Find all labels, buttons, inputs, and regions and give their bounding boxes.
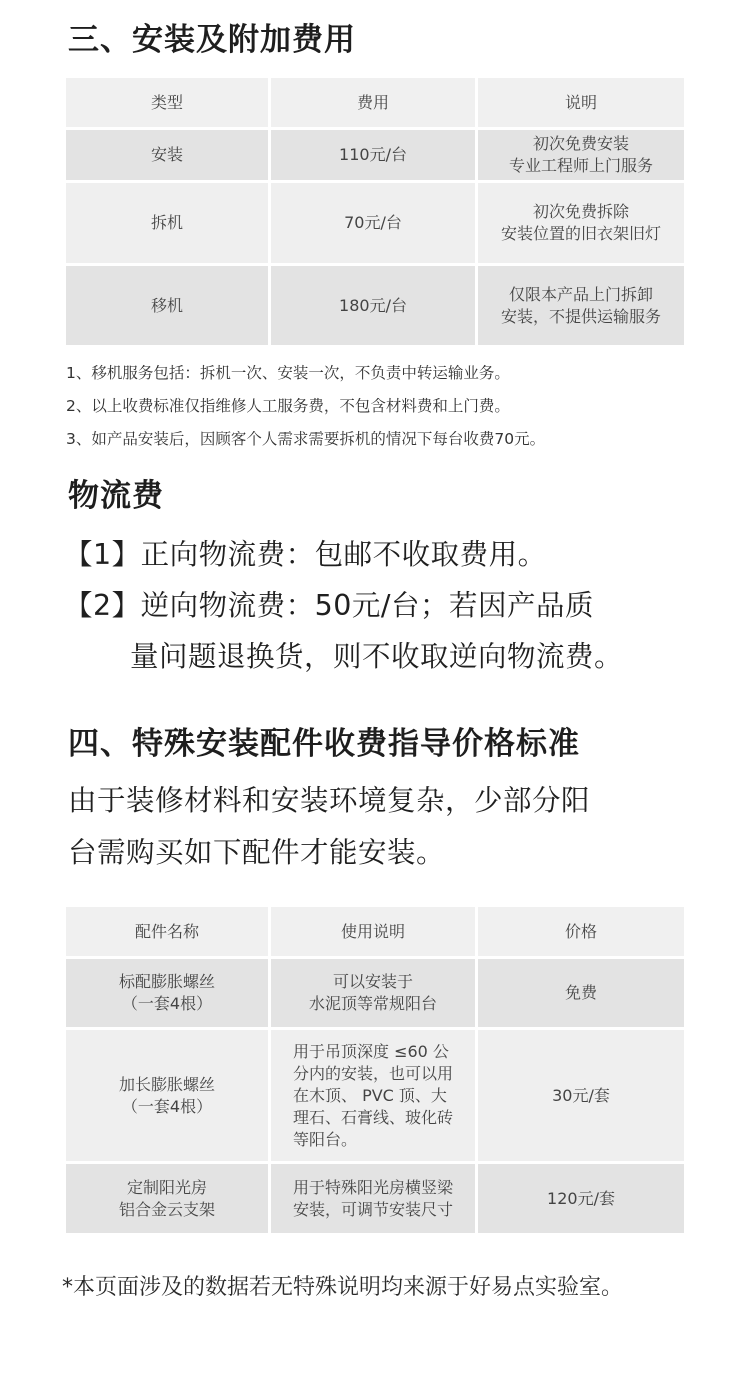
usage-line: 安装，可调节安装尺寸: [292, 1199, 453, 1219]
table-row: [66, 266, 684, 348]
install-fee-table: [66, 78, 684, 348]
table-row: [66, 130, 684, 183]
usage-line: 水泥顶等常规阳台: [308, 994, 437, 1013]
desc-line: 仅限本产品上门拆卸: [508, 284, 653, 304]
row-price: 免费: [478, 959, 684, 1030]
usage-line: 等阳台。: [292, 1129, 357, 1149]
row-desc: [478, 130, 684, 183]
row-name: [66, 1164, 271, 1236]
footer-note: *本页面涉及的数据若无特殊说明均来源于好易点实验室。: [62, 1275, 624, 1300]
name-line: 定制阳光房: [126, 1177, 207, 1197]
logistics-title: 物流费: [68, 478, 164, 514]
note-1: 1、移机服务包括：拆机一次、安装一次，不负责中转运输业务。: [66, 364, 510, 382]
note-2: 2、以上收费标准仅指维修人工服务费，不包含材料费和上门费。: [66, 397, 510, 415]
section4-intro-line-1: 由于装修材料和安装环境复杂，少部分阳: [68, 784, 591, 817]
header-fee: 费用: [271, 78, 478, 130]
row-fee: 110元/台: [271, 130, 478, 183]
table-header-row: [66, 907, 684, 959]
name-line: 加长膨胀螺丝: [118, 1074, 215, 1094]
row-desc: [478, 183, 684, 266]
header-name: 配件名称: [66, 907, 271, 959]
table-row: [66, 183, 684, 266]
desc-line: 安装位置的旧衣架旧灯: [500, 224, 661, 243]
row-type: 安装: [66, 130, 271, 183]
table-header-row: [66, 78, 684, 130]
header-desc: 说明: [478, 78, 684, 130]
header-price: 价格: [478, 907, 684, 959]
note-3: 3、如产品安装后，因顾客个人需求需要拆机的情况下每台收费70元。: [66, 430, 546, 448]
name-line: 标配膨胀螺丝: [118, 972, 215, 991]
accessory-fee-table: [66, 907, 684, 1236]
row-price: 120元/套: [478, 1164, 684, 1236]
row-name: [66, 1030, 271, 1164]
usage-line: 可以安装于: [332, 972, 413, 991]
header-type: 类型: [66, 78, 271, 130]
row-fee: 180元/台: [271, 266, 478, 348]
desc-line: 安装，不提供运输服务: [500, 306, 661, 326]
name-line: （一套4根）: [121, 994, 213, 1013]
desc-line: 专业工程师上门服务: [508, 156, 653, 175]
section4-title: 四、特殊安装配件收费指导价格标准: [68, 726, 580, 762]
name-line: （一套4根）: [121, 1096, 213, 1116]
row-desc: [478, 266, 684, 348]
logistics-item-2-cont: 量问题退换货，则不收取逆向物流费。: [130, 640, 624, 673]
row-type: 移机: [66, 266, 271, 348]
row-type: 拆机: [66, 183, 271, 266]
table-row: [66, 959, 684, 1030]
section3-title: 三、安装及附加费用: [68, 22, 356, 58]
usage-line: 理石、石膏线、玻化砖: [292, 1107, 453, 1127]
row-usage: [271, 1030, 478, 1164]
row-price: 30元/套: [478, 1030, 684, 1164]
desc-line: 初次免费拆除: [532, 202, 629, 221]
header-usage: 使用说明: [271, 907, 478, 959]
row-name: [66, 959, 271, 1030]
row-usage: [271, 1164, 478, 1236]
row-usage: [271, 959, 478, 1030]
row-fee: 70元/台: [271, 183, 478, 266]
desc-line: 初次免费安装: [532, 134, 629, 153]
table-row: [66, 1030, 684, 1164]
logistics-item-2: 【2】逆向物流费：50元/台；若因产品质: [64, 589, 595, 622]
logistics-item-1: 【1】正向物流费：包邮不收取费用。: [64, 538, 547, 571]
name-line: 铝合金云支架: [118, 1199, 215, 1219]
usage-line: 用于特殊阳光房横竖梁: [292, 1177, 453, 1197]
usage-line: 在木顶、 PVC 顶、大: [292, 1085, 447, 1105]
section4-intro-line-2: 台需购买如下配件才能安装。: [68, 836, 446, 869]
table-row: [66, 1164, 684, 1236]
usage-line: 分内的安装，也可以用: [292, 1063, 453, 1083]
usage-line: 用于吊顶深度 ≤60 公: [292, 1041, 449, 1061]
